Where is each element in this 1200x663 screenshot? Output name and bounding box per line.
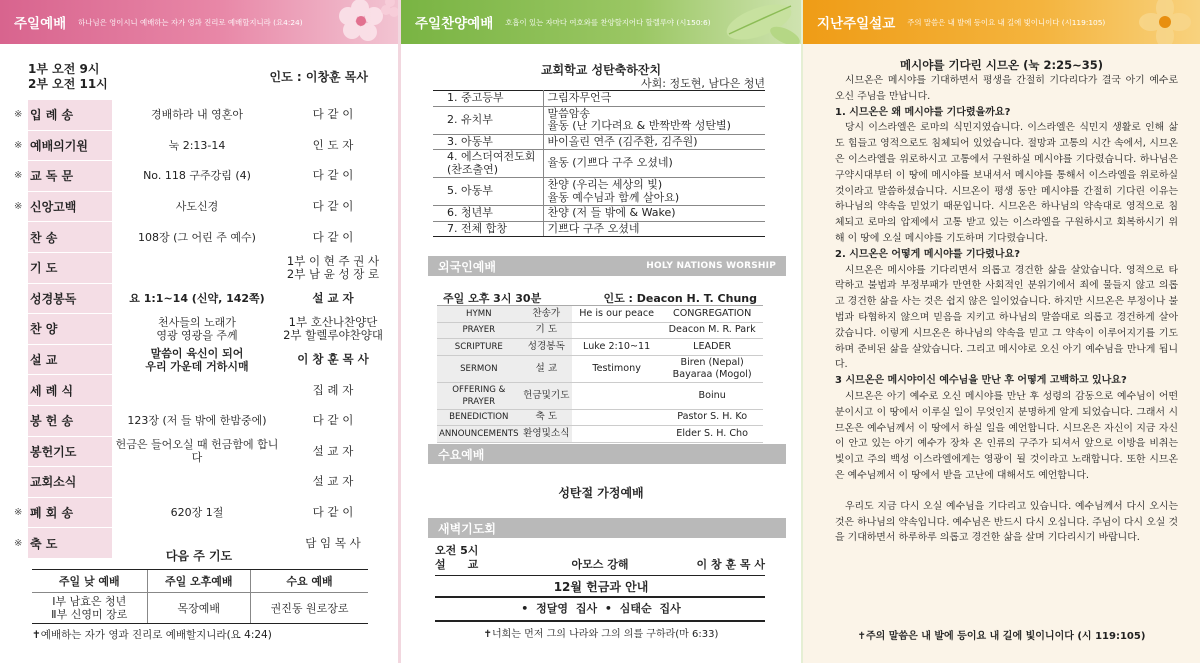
program-group: 7. 전체 합창 xyxy=(433,221,543,237)
order-en: OFFERING & PRAYER xyxy=(437,382,521,409)
program-item: 바이올린 연주 (김주환, 김주원) xyxy=(543,134,765,150)
order-person: 다 같 이 xyxy=(312,229,354,244)
divider xyxy=(435,596,765,598)
dawn-prayer-row xyxy=(435,556,765,576)
worship-order-row xyxy=(14,345,384,376)
order-label: 축 도 xyxy=(28,528,112,558)
worship-order-row xyxy=(14,222,384,253)
offering-guide-people: • 정달영 집사 • 심태순 집사 xyxy=(521,602,681,615)
order-person: Pastor S. H. Ko xyxy=(661,409,763,426)
order-ko: 환영및소식 xyxy=(521,426,572,443)
order-person: 1부 이 현 주 권 사 2부 남 윤 성 장 로 xyxy=(286,253,380,281)
next-value: 권진동 원로장로 xyxy=(251,593,368,624)
international-order-row xyxy=(437,382,763,409)
worship-order-row xyxy=(14,100,384,131)
dawn-preacher: 이 창 훈 목 사 xyxy=(696,558,765,571)
order-content: 눅 2:13-14 xyxy=(168,138,226,152)
program-item: 말씀암송 율동 (난 기다려요 & 반짝반짝 성탄별) xyxy=(543,106,765,134)
order-ko: 찬송가 xyxy=(521,306,572,323)
order-person: 설 교 자 xyxy=(312,474,354,489)
order-person: 다 같 이 xyxy=(312,107,354,122)
order-content xyxy=(572,409,661,426)
header-last-sermon xyxy=(803,0,1200,44)
section-english-title: HOLY NATIONS WORSHIP xyxy=(646,261,776,271)
order-person: 이 창 훈 목 사 xyxy=(297,352,369,367)
order-person: LEADER xyxy=(661,339,763,356)
header-title: 지난주일설교 xyxy=(817,16,896,32)
program-item: 찬양 (저 들 밖에 & Wake) xyxy=(543,206,765,222)
yellow-flower-icon xyxy=(1131,0,1200,44)
next-header: 주일 낮 예배 xyxy=(32,570,147,593)
program-item: 그림자무언극 xyxy=(543,91,765,107)
order-label: 교회소식 xyxy=(28,467,112,497)
order-person: 다 같 이 xyxy=(312,505,354,520)
order-label: 예배의기원 xyxy=(28,131,112,161)
service-time-2: 2부 오전 11시 xyxy=(28,77,108,91)
service-times xyxy=(28,62,108,92)
standing-mark: ※ xyxy=(14,201,23,213)
offering-guide-title: 12월 헌금과 안내 xyxy=(553,580,649,594)
order-content: 사도신경 xyxy=(175,200,219,214)
order-of-worship xyxy=(14,100,384,559)
celebration-program-table xyxy=(433,90,765,237)
program-item: 기쁘다 구주 오셨네 xyxy=(543,221,765,237)
service-leader: 인도 : 이창훈 목사 xyxy=(269,70,368,84)
worship-order-row xyxy=(14,192,384,223)
program-group: 3. 아동부 xyxy=(433,134,543,150)
order-person: Biren (Nepal) Bayaraa (Mogol) xyxy=(661,355,763,382)
panel-praise-worship xyxy=(401,0,801,663)
section-bar-wednesday xyxy=(428,444,786,464)
order-content: 620장 1절 xyxy=(170,506,224,520)
order-label: 찬 양 xyxy=(28,314,112,344)
worship-order-row xyxy=(14,406,384,437)
order-person: 다 같 이 xyxy=(312,413,354,428)
sermon-question-3: 3 시므온은 메시야이신 예수님을 만난 후 어떻게 고백하고 있나요? xyxy=(835,375,1127,387)
order-person: 1부 호산나찬양단 2부 할렐루야찬양대 xyxy=(283,314,383,342)
order-label: 신앙고백 xyxy=(28,192,112,222)
section-title: 수요예배 xyxy=(438,447,485,462)
international-order-row xyxy=(437,426,763,443)
panel2-footer-verse: ✝너희는 먼저 그의 나라와 그의 의를 구하라(마 6:33) xyxy=(483,629,719,640)
order-label: 세 례 식 xyxy=(28,375,112,405)
sermon-question-1: 1. 시므온은 왜 메시야를 기다렸을까요? xyxy=(835,106,1011,118)
worship-order-row xyxy=(14,437,384,468)
standing-mark: ※ xyxy=(14,109,23,121)
international-order-row xyxy=(437,409,763,426)
header-subtitle: 호흡이 있는 자마다 여호와를 찬양할지어다 할렐루야 (시150:6) xyxy=(505,17,711,27)
sermon-conclusion: 우리도 지금 다시 오실 예수님을 기다리고 있습니다. 예수님께서 다시 오시는 것은 하나님의 약속입니다. 예수님은 반드시 다시 오십니다. 주님이 다시 오실 것을 기대하면서 하루하루 의롭고 경건한 삶을 살며 기다리시기 바랍니다. xyxy=(835,500,1178,544)
order-label: 기 도 xyxy=(28,253,112,283)
wednesday-service-content: 성탄절 가정예배 xyxy=(558,486,644,500)
order-content: Luke 2:10~11 xyxy=(572,339,661,356)
order-person: Deacon M. R. Park xyxy=(661,322,763,339)
order-label: 교 독 문 xyxy=(28,161,112,191)
header-subtitle: 하나님은 영이시니 예배하는 자가 영과 진리로 예배할지니라 (요4:24) xyxy=(78,17,303,27)
order-content: 헌금은 들어오실 때 헌금함에 합니다 xyxy=(115,438,279,465)
international-service-time: 주일 오후 3시 30분 xyxy=(443,292,542,305)
program-row xyxy=(433,91,765,107)
order-content xyxy=(572,426,661,443)
green-leaf-icon xyxy=(719,0,801,44)
section-bar-international xyxy=(428,256,786,276)
order-content: He is our peace xyxy=(572,306,661,323)
sermon-body xyxy=(835,73,1178,546)
order-person: 설 교 자 xyxy=(312,443,354,458)
order-ko: 헌금및기도 xyxy=(521,382,572,409)
worship-order-row xyxy=(14,375,384,406)
dawn-content: 아모스 강해 xyxy=(571,558,629,571)
header-title: 주일예배 xyxy=(14,16,67,32)
order-content: Testimony xyxy=(572,355,661,382)
order-person: 다 같 이 xyxy=(312,168,354,183)
order-person: CONGREGATION xyxy=(661,306,763,323)
sermon-paragraph-3: 시므온은 아기 예수로 오신 메시야를 만난 후 성령의 감동으로 예수님이 어떤 분이시고 이 땅에서 이루실 일이 무엇인지 분명하게 알게 되었습니다. 그래서 시므온은 예수님께서 이 땅에서 하실 일을 예언합니다. 시므온은 자신이 지금 자신이 안고 있는 아기 예수가 장차 온 인류의 구주가 되셔서 앞으로 이방을 비취는 빛이고 주의 백성 이스라엘에게는 영광이 될 것이라고 노래합니다. 또한 시므온은 예수님께서 이 땅에서 받을 고난에 대해서도 예언합니다. xyxy=(835,390,1178,481)
order-content: 경배하라 내 영혼아 xyxy=(150,108,243,122)
program-group: 1. 중고등부 xyxy=(433,91,543,107)
order-content: 천사들의 노래가 영광 영광을 주께 xyxy=(156,315,238,342)
panel-last-sermon xyxy=(803,0,1200,663)
order-content: 108장 (그 어린 주 예수) xyxy=(138,230,256,244)
order-en: ANNOUNCEMENTS xyxy=(437,426,521,443)
worship-order-row xyxy=(14,467,384,498)
worship-order-row xyxy=(14,314,384,345)
program-item: 찬양 (우리는 세상의 빛) 율동 예수님과 함께 살아요) xyxy=(543,178,765,206)
order-ko: 기 도 xyxy=(521,322,572,339)
service-time-1: 1부 오전 9시 xyxy=(28,62,100,76)
sermon-paragraph-2: 시므온은 메시야를 기다리면서 의롭고 경건한 삶을 살았습니다. 영적으로 타락하고 불법과 부정부패가 만연한 사회적인 분위기에서 죄에 물들지 않고 의롭고 경건한 삶을 사는 것은 쉽지 않은 일이었습니다. 하지만 시므온은 부정이나 불법과 타협하지 않으며 믿음을 지키고 하나님의 말씀대로 의롭고 경건하게 살아갔습니다. 이렇게 시므온은 하나님의 약속을 믿고 그 약속이 이루어지기를 기도하며 준비된 삶을 살았습니다. 그리고 메시야로 오신 아기 예수님을 만나게 됩니다. xyxy=(835,264,1178,371)
next-week-prayer-table xyxy=(32,569,368,624)
order-label: 찬 송 xyxy=(28,222,112,252)
divider xyxy=(435,620,765,622)
order-en: BENEDICTION xyxy=(437,409,521,426)
order-person: 설 교 자 xyxy=(312,290,354,305)
order-person: 다 같 이 xyxy=(312,199,354,214)
worship-order-row xyxy=(14,161,384,192)
header-sunday-worship xyxy=(0,0,398,44)
dawn-prayer-time: 오전 5시 xyxy=(435,544,479,557)
next-header: 주일 오후예배 xyxy=(147,570,251,593)
order-content: 요 1:1~14 (신약, 142쪽) xyxy=(129,291,265,305)
international-order-row xyxy=(437,355,763,382)
international-service-leader: 인도 : Deacon H. T. Chung xyxy=(603,292,757,305)
order-content: No. 118 구주강림 (4) xyxy=(143,169,251,183)
order-person: Boinu xyxy=(661,382,763,409)
panel-sunday-worship xyxy=(0,0,398,663)
order-en: PRAYER xyxy=(437,322,521,339)
section-title: 새벽기도회 xyxy=(438,521,496,536)
order-en: HYMN xyxy=(437,306,521,323)
sermon-question-2: 2. 시므온은 어떻게 메시야를 기다렸나요? xyxy=(835,248,1021,260)
order-label: 봉헌기도 xyxy=(28,437,112,467)
order-content: 말씀이 육신이 되어 우리 가운데 거하시매 xyxy=(145,346,249,373)
program-group: 5. 아동부 xyxy=(433,178,543,206)
order-content: 123장 (저 들 밖에 한밤중에) xyxy=(127,414,267,428)
sermon-intro: 시므온은 메시야를 기대하면서 평생을 간절히 기다리다가 결국 아기 예수로 오신 주님을 만납니다. xyxy=(835,75,1178,102)
next-week-prayer-title: 다음 주 기도 xyxy=(165,549,233,563)
order-label: 봉 헌 송 xyxy=(28,406,112,436)
international-order-row xyxy=(437,339,763,356)
section-bar-dawn-prayer xyxy=(428,518,786,538)
panel1-footer-verse: ✝예배하는 자가 영과 진리로 예배할지니라(요 4:24) xyxy=(32,629,272,641)
order-person: 집 례 자 xyxy=(312,382,354,397)
dawn-label: 설교 xyxy=(435,558,501,571)
international-order-row xyxy=(437,322,763,339)
spacer xyxy=(835,484,1178,499)
order-person: 담 임 목 사 xyxy=(305,535,361,550)
worship-order-row xyxy=(14,284,384,315)
program-row xyxy=(433,134,765,150)
cherry-blossom-icon xyxy=(330,0,398,44)
next-header: 수요 예배 xyxy=(251,570,368,593)
program-row xyxy=(433,178,765,206)
order-label: 성경봉독 xyxy=(28,284,112,314)
program-row xyxy=(433,206,765,222)
sermon-paragraph-1: 당시 이스라엘은 로마의 식민지였습니다. 이스라엘은 식민지 생활로 인해 삶도 힘들고 영적으로도 침체되어 있었습니다. 절망과 고통의 시간 속에서, 시므온은 이스라엘을 위로하시고 고통에서 구원하실 메시야를 기다렸습니다. 하나님은 구약시대부터 이 땅에 메시야를 보내셔서 메시야를 통해서 이스라엘을 위로하실 것이라고 말씀하셨습니다. 시므온이 평생 동안 메시야를 간절히 기다린 이유는 하나님의 약속을 믿었기 때문입니다. 시므온은 하나님의 약속대로 영적으로 침체되고 로마의 압제에서 고통 받고 있는 이스라엘을 구원하시고 회복하시기 위해 이 땅에 오실 메시야를 기도하며 기다렸습니다. xyxy=(835,122,1178,244)
program-row xyxy=(433,106,765,134)
next-value: Ⅰ부 남효은 청년 Ⅱ부 신영미 장로 xyxy=(32,593,147,624)
worship-order-row xyxy=(14,253,384,284)
standing-mark: ※ xyxy=(14,537,23,549)
header-title: 주일찬양예배 xyxy=(415,16,494,32)
celebration-hosts: 사회: 정도현, 남다은 청년 xyxy=(641,77,765,90)
program-row xyxy=(433,221,765,237)
header-subtitle: 주의 말씀은 내 발에 등이요 내 길에 빛이니이다 (시119:105) xyxy=(907,17,1106,27)
next-value: 목장예배 xyxy=(147,593,251,624)
order-ko: 축 도 xyxy=(521,409,572,426)
standing-mark: ※ xyxy=(14,139,23,151)
program-group: 2. 유치부 xyxy=(433,106,543,134)
sermon-title: 메시야를 기다린 시므온 (눅 2:25~35) xyxy=(900,58,1103,72)
program-group: 6. 청년부 xyxy=(433,206,543,222)
panel3-footer-verse: ✝주의 말씀은 내 발에 등이요 내 길에 빛이니이다 (시 119:105) xyxy=(857,631,1146,642)
worship-order-row xyxy=(14,498,384,529)
program-group: 4. 에스더여전도회 (찬조출연) xyxy=(433,150,543,178)
order-label: 설 교 xyxy=(28,345,112,375)
order-person: Elder S. H. Cho xyxy=(661,426,763,443)
program-item: 율동 (기쁘다 구주 오셨네) xyxy=(543,150,765,178)
worship-order-row xyxy=(14,131,384,162)
order-person: 인 도 자 xyxy=(312,137,354,152)
header-praise-worship xyxy=(401,0,801,44)
order-content xyxy=(572,322,661,339)
order-label: 폐 회 송 xyxy=(28,498,112,528)
order-content xyxy=(572,382,661,409)
order-ko: 설 교 xyxy=(521,355,572,382)
christmas-celebration-title: 교회학교 성탄축하잔치 xyxy=(540,63,662,77)
program-row xyxy=(433,150,765,178)
standing-mark: ※ xyxy=(14,507,23,519)
order-label: 입 례 송 xyxy=(28,100,112,130)
order-en: SERMON xyxy=(437,355,521,382)
order-ko: 성경봉독 xyxy=(521,339,572,356)
section-title: 외국인예배 xyxy=(438,259,496,274)
international-order-row xyxy=(437,306,763,323)
international-order-table xyxy=(437,305,763,443)
order-en: SCRIPTURE xyxy=(437,339,521,356)
standing-mark: ※ xyxy=(14,170,23,182)
